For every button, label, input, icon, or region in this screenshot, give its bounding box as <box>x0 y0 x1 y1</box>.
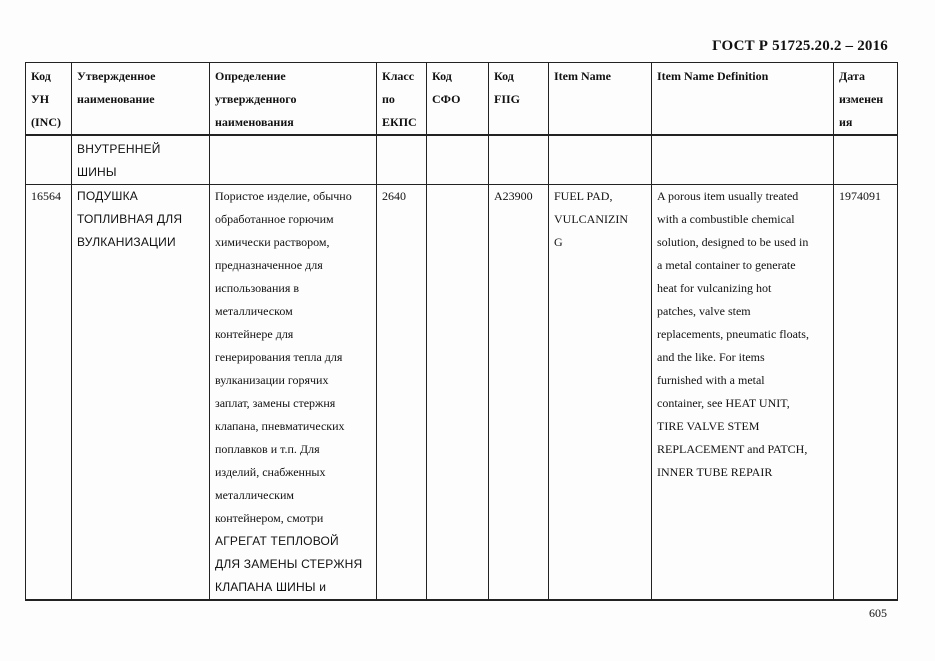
table-row <box>26 135 898 185</box>
cell-date <box>834 135 898 185</box>
table-row <box>26 185 898 601</box>
cell-item-name <box>549 135 652 185</box>
page-number: 605 <box>869 606 887 620</box>
cell-class: 2640 <box>377 185 427 601</box>
header-row <box>26 63 898 136</box>
cell-sfo <box>427 135 489 185</box>
cell-fiig <box>489 135 549 185</box>
cell-inc <box>26 135 72 185</box>
col-header-sfo: Код СФО <box>427 63 489 136</box>
cell-date: 1974091 <box>834 185 898 601</box>
document-header: ГОСТ Р 51725.20.2 – 2016 <box>712 38 888 54</box>
cell-approved-name: ПОДУШКА ТОПЛИВНАЯ ДЛЯ ВУЛКАНИЗАЦИИ <box>72 185 210 601</box>
cell-item-definition: A porous item usually treated with a combustible chemical solution, designed to be used in a metal container to generate heat for vulcanizing hot patches, valve stem replacements, pneumatic floats, and the like. For items furnished with a metal container, see HEAT UNIT, TIRE VALVE STEM REPLACEMENT and PATCH, INNER TUBE REPAIR <box>652 185 834 601</box>
col-header-fiig: Код FIIG <box>489 63 549 136</box>
col-header-class: Класс по ЕКПС <box>377 63 427 136</box>
cell-fiig: A23900 <box>489 185 549 601</box>
cell-definition: Пористое изделие, обычно обработанное горючим химически раствором, предназначенное для использования в металлическом контейнере для генерирования тепла для вулканизации горячих заплат, замены стержня клапана, пневматических поплавков и т.п. Для изделий, снабженных металлическим контейнером, смотри АГРЕГАТ ТЕПЛОВОЙ ДЛЯ ЗАМЕНЫ СТЕРЖНЯ КЛАПАНА ШИНЫ и <box>210 185 377 601</box>
col-header-approved-name: Утвержденное наименование <box>72 63 210 136</box>
catalog-table <box>25 62 898 601</box>
col-header-item-name: Item Name <box>549 63 652 136</box>
cell-class <box>377 135 427 185</box>
cell-item-definition <box>652 135 834 185</box>
col-header-date: Дата изменен ия <box>834 63 898 136</box>
cell-item-name: FUEL PAD, VULCANIZIN G <box>549 185 652 601</box>
cell-inc: 16564 <box>26 185 72 601</box>
cell-definition <box>210 135 377 185</box>
col-header-item-definition: Item Name Definition <box>652 63 834 136</box>
cell-approved-name: ВНУТРЕННЕЙ ШИНЫ <box>72 135 210 185</box>
col-header-inc: Код УН (INC) <box>26 63 72 136</box>
cell-sfo <box>427 185 489 601</box>
col-header-definition: Определение утвержденного наименования <box>210 63 377 136</box>
